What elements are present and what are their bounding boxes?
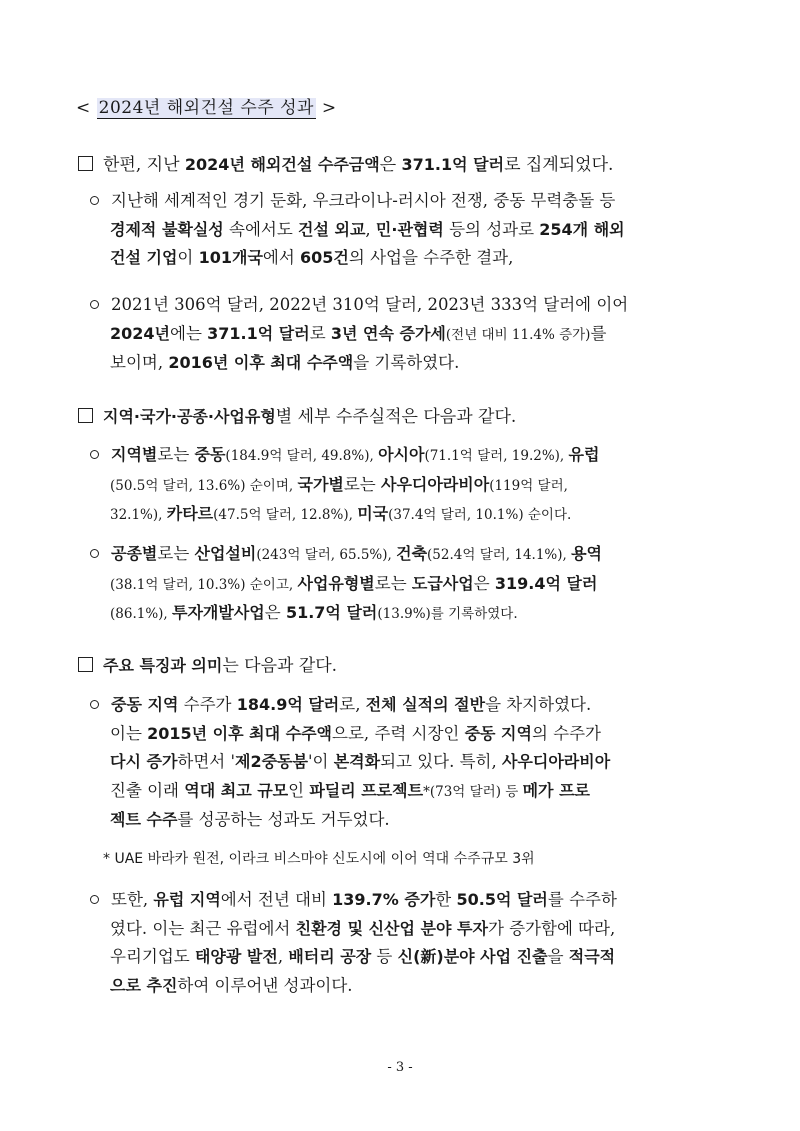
text-line bbox=[80, 886, 617, 915]
text-run: 이 bbox=[177, 248, 199, 267]
bold-text: 중동 bbox=[194, 445, 226, 464]
bold-text: 젝트 수주 bbox=[110, 810, 178, 829]
bold-text: 파딜리 프로젝트 bbox=[309, 780, 424, 800]
text-run: *(73억 달러) 등 bbox=[423, 783, 523, 800]
page-number: - 3 - bbox=[387, 1060, 413, 1075]
bold-text: 유럽 bbox=[568, 445, 600, 464]
bold-text: 신(新)분야 사업 진출 bbox=[397, 947, 548, 966]
text-run: '이 bbox=[307, 752, 334, 771]
text-run: 로는 bbox=[374, 573, 412, 593]
text-run: 로 집계되었다. bbox=[504, 155, 614, 175]
bold-text: 유럽 지역 bbox=[153, 890, 221, 909]
section-1-bullet-2 bbox=[80, 291, 628, 378]
bold-text: 제2중동붐 bbox=[235, 752, 308, 771]
text-run: 이는 bbox=[110, 723, 148, 743]
bold-text: 2015년 이후 최대 수주액 bbox=[147, 723, 333, 743]
bold-text: 공종별 bbox=[111, 544, 158, 563]
text-line bbox=[80, 599, 602, 629]
section-1-bullet-1 bbox=[80, 187, 625, 273]
bold-text: 사우디아라비아 bbox=[380, 474, 490, 494]
circle-bullet-icon bbox=[90, 300, 99, 309]
title-text: 2024년 해외건설 수주 성과 bbox=[98, 98, 314, 118]
section-3-header bbox=[78, 651, 337, 676]
text-line bbox=[80, 943, 617, 972]
text-run: 보이며, bbox=[110, 353, 169, 372]
bold-text: 중동 지역 bbox=[464, 723, 532, 743]
title-close-bracket: > bbox=[315, 98, 337, 118]
circle-bullet-icon bbox=[90, 895, 99, 904]
bold-text: 지역·국가·공종·사업유형 bbox=[103, 407, 276, 426]
text-run: 또한, bbox=[111, 890, 154, 909]
bold-text: 50.5억 달러 bbox=[456, 890, 548, 909]
bold-text: 371.1억 달러 bbox=[207, 323, 310, 343]
bold-text: 으로 추진 bbox=[110, 975, 178, 995]
text-run: 가 증가함에 따라, bbox=[487, 918, 616, 938]
text-line bbox=[80, 441, 599, 471]
bold-text: 배터리 공장 bbox=[288, 947, 372, 966]
title-open-bracket: < bbox=[76, 98, 97, 118]
text-run: 수주가 bbox=[178, 695, 237, 714]
text-run: 에는 bbox=[170, 323, 208, 343]
bold-text: 중동 지역 bbox=[111, 695, 179, 714]
square-bullet-icon bbox=[78, 657, 93, 672]
bold-text: 2024년 bbox=[110, 323, 170, 343]
bold-text: 미국 bbox=[357, 504, 389, 523]
text-line bbox=[80, 806, 610, 835]
bold-text: 본격화 bbox=[333, 752, 381, 771]
circle-bullet-icon bbox=[90, 196, 99, 205]
bold-text: 적극적 bbox=[568, 947, 616, 966]
text-run: 로는 bbox=[157, 445, 195, 464]
text-run: (184.9억 달러, 49.8%), bbox=[225, 448, 379, 464]
text-line bbox=[80, 777, 610, 807]
text-line bbox=[80, 915, 617, 944]
text-run: 하면서 ' bbox=[177, 752, 236, 771]
text-line bbox=[80, 216, 625, 245]
text-run: (50.5억 달러, 13.6%) 순이며, bbox=[110, 477, 298, 494]
text-run: 32.1%), bbox=[110, 507, 167, 523]
bold-text: 건설 기업 bbox=[110, 248, 178, 267]
text-line bbox=[80, 720, 610, 749]
bold-text: 254개 해외 bbox=[539, 219, 625, 239]
bold-text: 용역 bbox=[571, 544, 603, 563]
text-run: 지난해 세계적인 경기 둔화, 우크라이나-러시아 전쟁, 중동 무력충돌 등 bbox=[111, 191, 616, 210]
bold-text: 3년 연속 증가세 bbox=[330, 323, 446, 343]
text-line bbox=[80, 187, 625, 216]
section-2-header-text bbox=[103, 407, 516, 427]
text-line bbox=[80, 291, 628, 320]
text-run: 는 다음과 같다. bbox=[222, 656, 338, 676]
section-3-bullet-1 bbox=[80, 691, 610, 835]
text-run: 을 차지하였다. bbox=[485, 695, 592, 714]
bold-text: 카타르 bbox=[166, 504, 214, 523]
bold-text: 투자개발사업 bbox=[172, 603, 265, 622]
bold-text: 605건 bbox=[300, 248, 349, 267]
text-run: (38.1억 달러, 10.3%) 순이고, bbox=[110, 576, 298, 593]
text-run: 으로, 주력 시장인 bbox=[332, 723, 465, 743]
text-run: (47.5억 달러, 12.8%), bbox=[213, 507, 358, 523]
text-line bbox=[80, 972, 617, 1001]
bold-text: 친환경 및 신산업 분야 투자 bbox=[295, 918, 488, 938]
section-1-header-text bbox=[103, 155, 613, 175]
square-bullet-icon bbox=[78, 156, 93, 171]
text-line bbox=[80, 748, 610, 777]
text-run: 한편, 지난 bbox=[103, 155, 185, 175]
text-run: (13.9%)를 기록하였다. bbox=[377, 606, 518, 622]
text-run: (243억 달러, 65.5%), bbox=[256, 547, 397, 563]
bold-text: 산업설비 bbox=[194, 544, 257, 563]
text-run: 로, bbox=[339, 695, 366, 714]
square-bullet-icon bbox=[78, 408, 93, 423]
text-run: 로는 bbox=[157, 544, 195, 563]
text-run: 2021년 306억 달러, 2022년 310억 달러, 2023년 333억 달러에 이어 bbox=[111, 295, 629, 314]
bold-text: 사우디아라비아 bbox=[501, 752, 611, 771]
bold-text: 2016년 이후 최대 수주액 bbox=[168, 353, 354, 372]
text-line bbox=[80, 500, 599, 530]
text-run: 등 bbox=[371, 947, 398, 966]
text-line bbox=[80, 244, 625, 273]
bold-text: 지역별 bbox=[111, 445, 158, 464]
text-run: (119억 달러, bbox=[489, 477, 568, 494]
bold-text: 2024년 해외건설 수주금액 bbox=[184, 155, 380, 174]
bold-text: 184.9억 달러 bbox=[236, 695, 340, 714]
bold-text: 주요 특징과 의미 bbox=[103, 656, 223, 675]
text-run: , bbox=[277, 947, 289, 966]
bold-text: 319.4억 달러 bbox=[494, 573, 598, 593]
text-run: 진출 이래 bbox=[110, 780, 185, 800]
text-line bbox=[80, 570, 602, 600]
text-line bbox=[80, 540, 602, 570]
section-2-bullet-2 bbox=[80, 540, 602, 629]
text-run: 를 bbox=[590, 323, 607, 343]
text-run: , bbox=[365, 219, 376, 239]
circle-bullet-icon bbox=[90, 549, 99, 558]
bold-text: 101개국 bbox=[198, 248, 263, 267]
text-run: 우리기업도 bbox=[110, 947, 195, 966]
text-run: 로 bbox=[309, 323, 331, 343]
bold-text: 도급사업 bbox=[411, 573, 474, 593]
text-run: 를 수주하 bbox=[547, 890, 617, 909]
text-run: 을 기록하였다. bbox=[353, 353, 460, 372]
text-run: 에서 전년 대비 bbox=[220, 890, 333, 909]
text-line bbox=[80, 320, 628, 350]
bold-text: 메가 프로 bbox=[522, 780, 590, 800]
text-run: (전년 대비 11.4% 증가) bbox=[445, 326, 591, 343]
bold-text: 건설 외교 bbox=[298, 219, 366, 239]
text-run: 의 사업을 수주한 결과, bbox=[348, 248, 514, 267]
section-3-header-text bbox=[103, 656, 337, 676]
text-run: 인 bbox=[288, 780, 310, 800]
text-run: 등의 성과로 bbox=[443, 219, 540, 239]
bold-text: 51.7억 달러 bbox=[285, 603, 378, 622]
bold-text: 민·관협력 bbox=[375, 219, 444, 239]
text-run: 은 bbox=[264, 603, 286, 622]
bold-text: 국가별 bbox=[297, 474, 344, 494]
text-run: 되고 있다. 특히, bbox=[380, 752, 502, 771]
footnote: * UAE 바라카 원전, 이라크 비스마야 신도시에 이어 역대 수주규모 3위 bbox=[103, 851, 535, 867]
bold-text: 139.7% 증가 bbox=[332, 890, 436, 909]
text-run: 을 bbox=[547, 947, 569, 966]
section-1-header bbox=[78, 150, 613, 175]
circle-bullet-icon bbox=[90, 450, 99, 459]
text-run: (37.4억 달러, 10.1%) 순이다. bbox=[388, 507, 572, 523]
bold-text: 아시아 bbox=[378, 445, 425, 464]
circle-bullet-icon bbox=[90, 700, 99, 709]
bold-text: 다시 증가 bbox=[110, 752, 178, 771]
text-run: 로는 bbox=[343, 474, 381, 494]
text-run: (86.1%), bbox=[110, 606, 173, 622]
bold-text: 전체 실적의 절반 bbox=[365, 695, 486, 714]
bold-text: 건축 bbox=[396, 544, 428, 563]
text-run: 은 bbox=[473, 573, 495, 593]
text-run: (71.1억 달러, 19.2%), bbox=[424, 448, 569, 464]
text-run: 에서 bbox=[262, 248, 301, 267]
text-run: 하여 이루어낸 성과이다. bbox=[177, 975, 353, 995]
text-line bbox=[80, 471, 599, 501]
text-run: (52.4억 달러, 14.1%), bbox=[427, 547, 572, 563]
text-run: 한 bbox=[435, 890, 457, 909]
bold-text: 경제적 불확실성 bbox=[110, 219, 224, 239]
text-run: 였다. 이는 최근 유럽에서 bbox=[110, 918, 296, 938]
text-run: 별 세부 수주실적은 다음과 같다. bbox=[275, 407, 517, 427]
text-run: 의 수주가 bbox=[531, 723, 601, 743]
bold-text: 사업유형별 bbox=[297, 573, 375, 593]
bold-text: 371.1억 달러 bbox=[401, 155, 505, 174]
text-line bbox=[80, 691, 610, 720]
text-line bbox=[80, 349, 628, 378]
section-3-bullet-2 bbox=[80, 886, 617, 1000]
section-2-bullet-1 bbox=[80, 441, 599, 530]
text-run: 를 성공하는 성과도 거두었다. bbox=[177, 810, 390, 829]
text-run: 은 bbox=[379, 155, 402, 175]
bold-text: 태양광 발전 bbox=[194, 947, 278, 966]
page-title bbox=[76, 93, 337, 118]
section-2-header bbox=[78, 402, 516, 427]
text-run: 속에서도 bbox=[223, 219, 299, 239]
bold-text: 역대 최고 규모 bbox=[184, 780, 289, 800]
